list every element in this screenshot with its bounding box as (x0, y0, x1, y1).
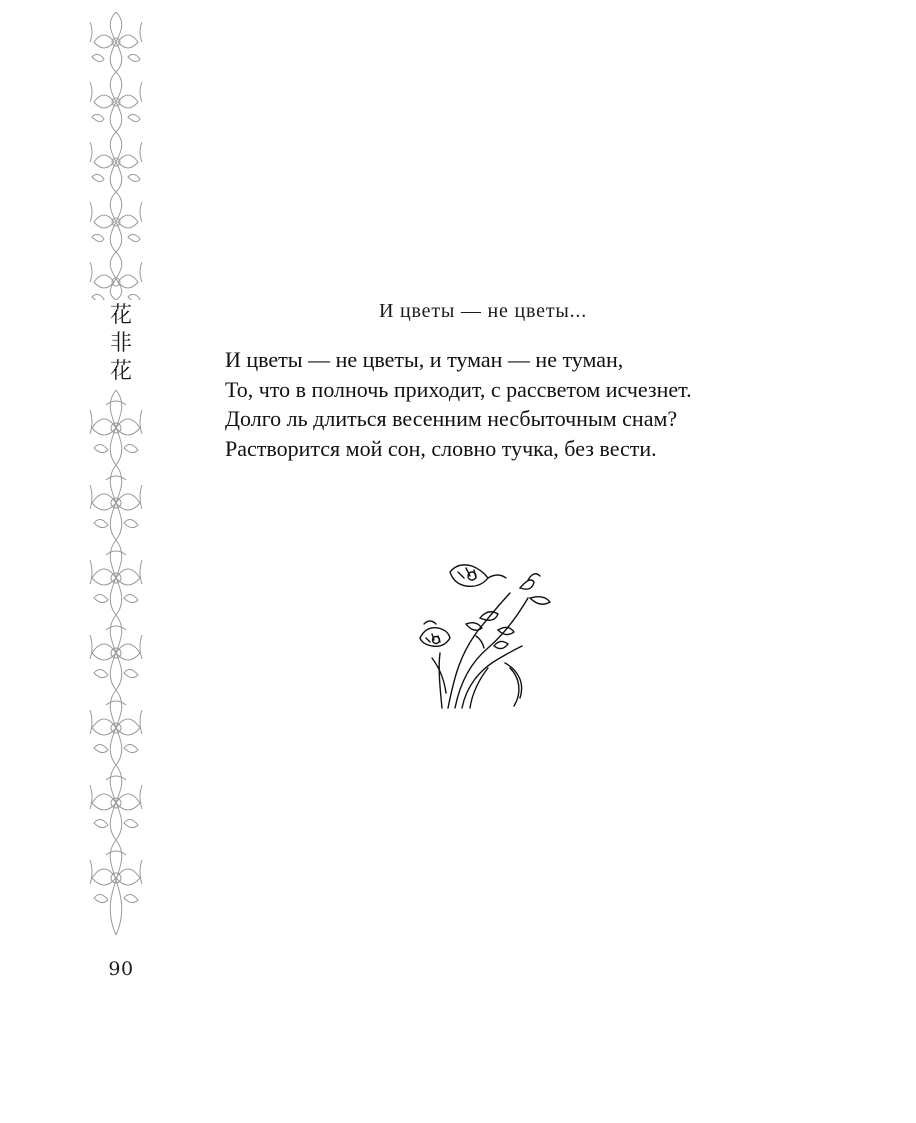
vertical-chinese-title (105, 302, 137, 386)
floral-ornament-icon (86, 12, 146, 300)
poem-body (225, 345, 845, 463)
page-number: 90 (108, 958, 134, 980)
floral-border-bottom (86, 390, 146, 935)
poem-line: То, что в полночь приходит, с рассветом исчезнет. (225, 376, 692, 402)
floral-border-top (86, 12, 146, 300)
flower-sprig-icon (410, 558, 560, 713)
poem-title: И цветы — не цветы... (379, 300, 587, 322)
title-char-1: 花 (109, 303, 132, 328)
poem-line: И цветы — не цветы, и туман — не туман, (225, 347, 624, 372)
poem-line: Растворится мой сон, словно тучка, без вести. (225, 435, 657, 461)
poem-line: Долго ль длиться весенним несбыточным снам? (225, 406, 678, 431)
title-char-3: 花 (109, 359, 132, 384)
flower-sprig-illustration (410, 558, 560, 713)
title-char-2: 非 (109, 331, 132, 356)
floral-ornament-icon (86, 390, 146, 935)
